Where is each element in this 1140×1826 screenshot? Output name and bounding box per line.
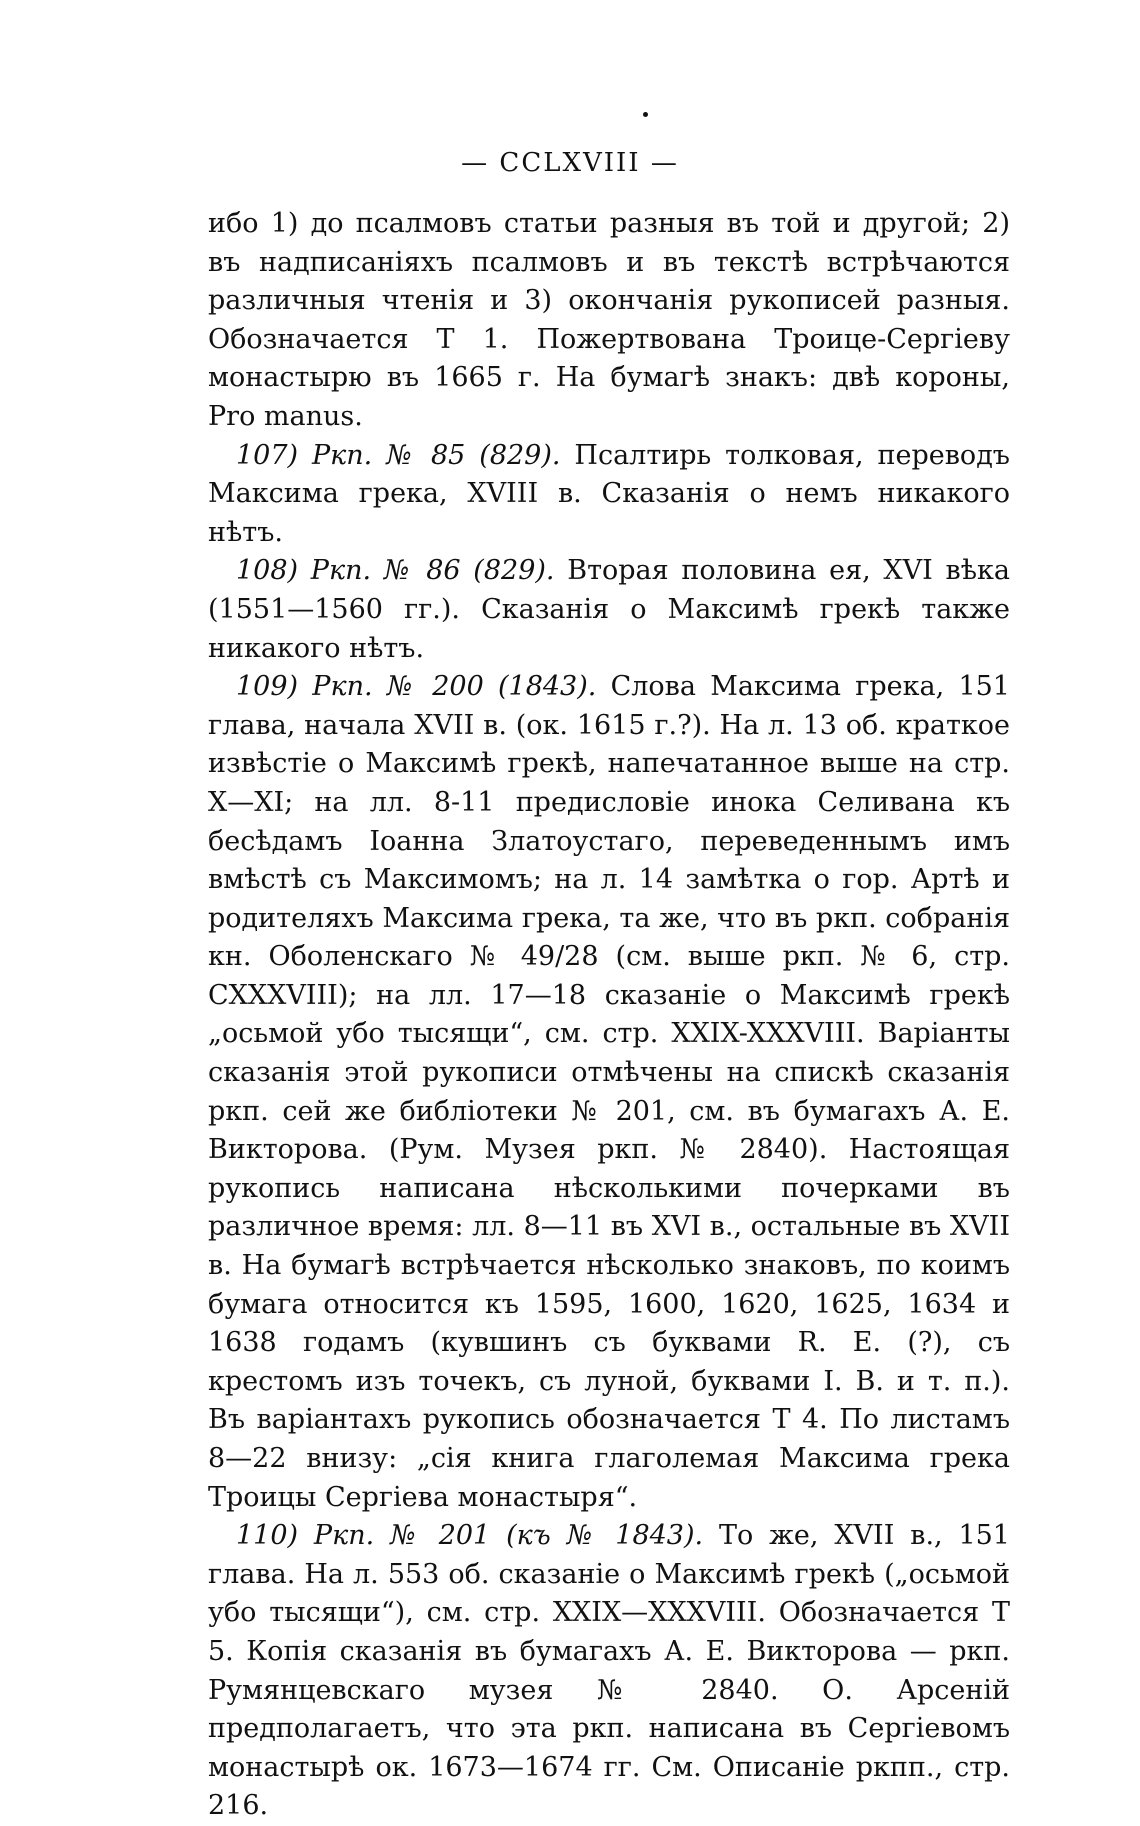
entry-107 (208, 437, 1010, 553)
entry-reference: 107) Ркп. № 85 (829). (236, 439, 561, 471)
entry-text: То же, XVII в., 151 глава. На л. 553 об. сказаніе о Максимѣ грекѣ („осьмой убо тысящи“), см. стр. XXIX—XXXVIII. Обозначается Т 5. Копія сказанія въ бумагахъ А. Е. Викторова — ркп. Румянцевскаго музея № 2840. О. Арсеній предполагаетъ, что эта ркп. написана въ Сергіевомъ монастырѣ ок. 1673—1674 гг. См. Описаніе ркпп., стр. 216. (208, 1520, 1010, 1822)
entry-text: Псалтирь толковая, переводъ Максима грека, XVIII в. Сказанія о немъ никакого нѣтъ. (208, 439, 1010, 548)
entry-reference: 109) Ркп. № 200 (1843). (236, 671, 597, 703)
ink-dot (643, 112, 648, 117)
body-text (208, 205, 1010, 1826)
entry-text: Слова Максима грека, 151 глава, начала XVII в. (ок. 1615 г.?). На л. 13 об. краткое извѣстіе о Максимѣ грекѣ, напечатанное выше на стр. X—XI; на лл. 8-11 предисловіе инока Селивана къ бесѣдамъ Іоанна Златоустаго, переведеннымъ имъ вмѣстѣ съ Максимомъ; на л. 14 замѣтка о гор. Артѣ и родителяхъ Максима грека, та же, что въ ркп. собранія кн. Оболенскаго № 49/28 (см. выше ркп. № 6, стр. CXXXVIII); на лл. 17—18 сказаніе о Максимѣ грекѣ „осьмой убо тысящи“, см. стр. XXIX-XXXVIII. Варіанты сказанія этой рукописи отмѣчены на спискѣ сказанія ркп. сей же библіотеки № 201, см. въ бумагахъ А. Е. Викторова. (Рум. Музея ркп. № 2840). Настоящая рукопись написана нѣсколькими почерками въ различное время: лл. 8—11 въ XVI в., остальные въ XVII в. На бумагѣ встрѣчается нѣсколько знаковъ, по коимъ бумага относится къ 1595, 1600, 1620, 1625, 1634 и 1638 годамъ (кувшинъ съ буквами R. E. (?), съ крестомъ изъ точекъ, съ луной, буквами I. В. и т. п.). Въ варіантахъ рукопись обозначается Т 4. По листамъ 8—22 внизу: „сія книга глаголемая Максима грека Троицы Сергіева монастыря“. (208, 671, 1010, 1513)
intro-paragraph: ибо 1) до псалмовъ статьи разныя въ той и другой; 2) въ надписаніяхъ псалмовъ и въ текстѣ встрѣчаются различныя чтенія и 3) окончанія рукописей разныя. Обозначается Т 1. Пожертвована Троице-Сергіеву монастырю въ 1665 г. На бумагѣ знакъ: двѣ короны, Pro manus. (208, 208, 1010, 432)
entry-110 (208, 1517, 1010, 1826)
entry-reference: 108) Ркп. № 86 (829). (236, 555, 555, 587)
entry-text: Вторая половина ея, XVI вѣка (1551—1560 гг.). Сказанія о Максимѣ грекѣ также никакого нѣтъ. (208, 555, 1010, 664)
entry-109 (208, 668, 1010, 1517)
page-number-header: — CCLXVIII — (461, 148, 679, 178)
entry-108 (208, 552, 1010, 668)
entry-reference: 110) Ркп. № 201 (къ № 1843). (236, 1520, 704, 1552)
